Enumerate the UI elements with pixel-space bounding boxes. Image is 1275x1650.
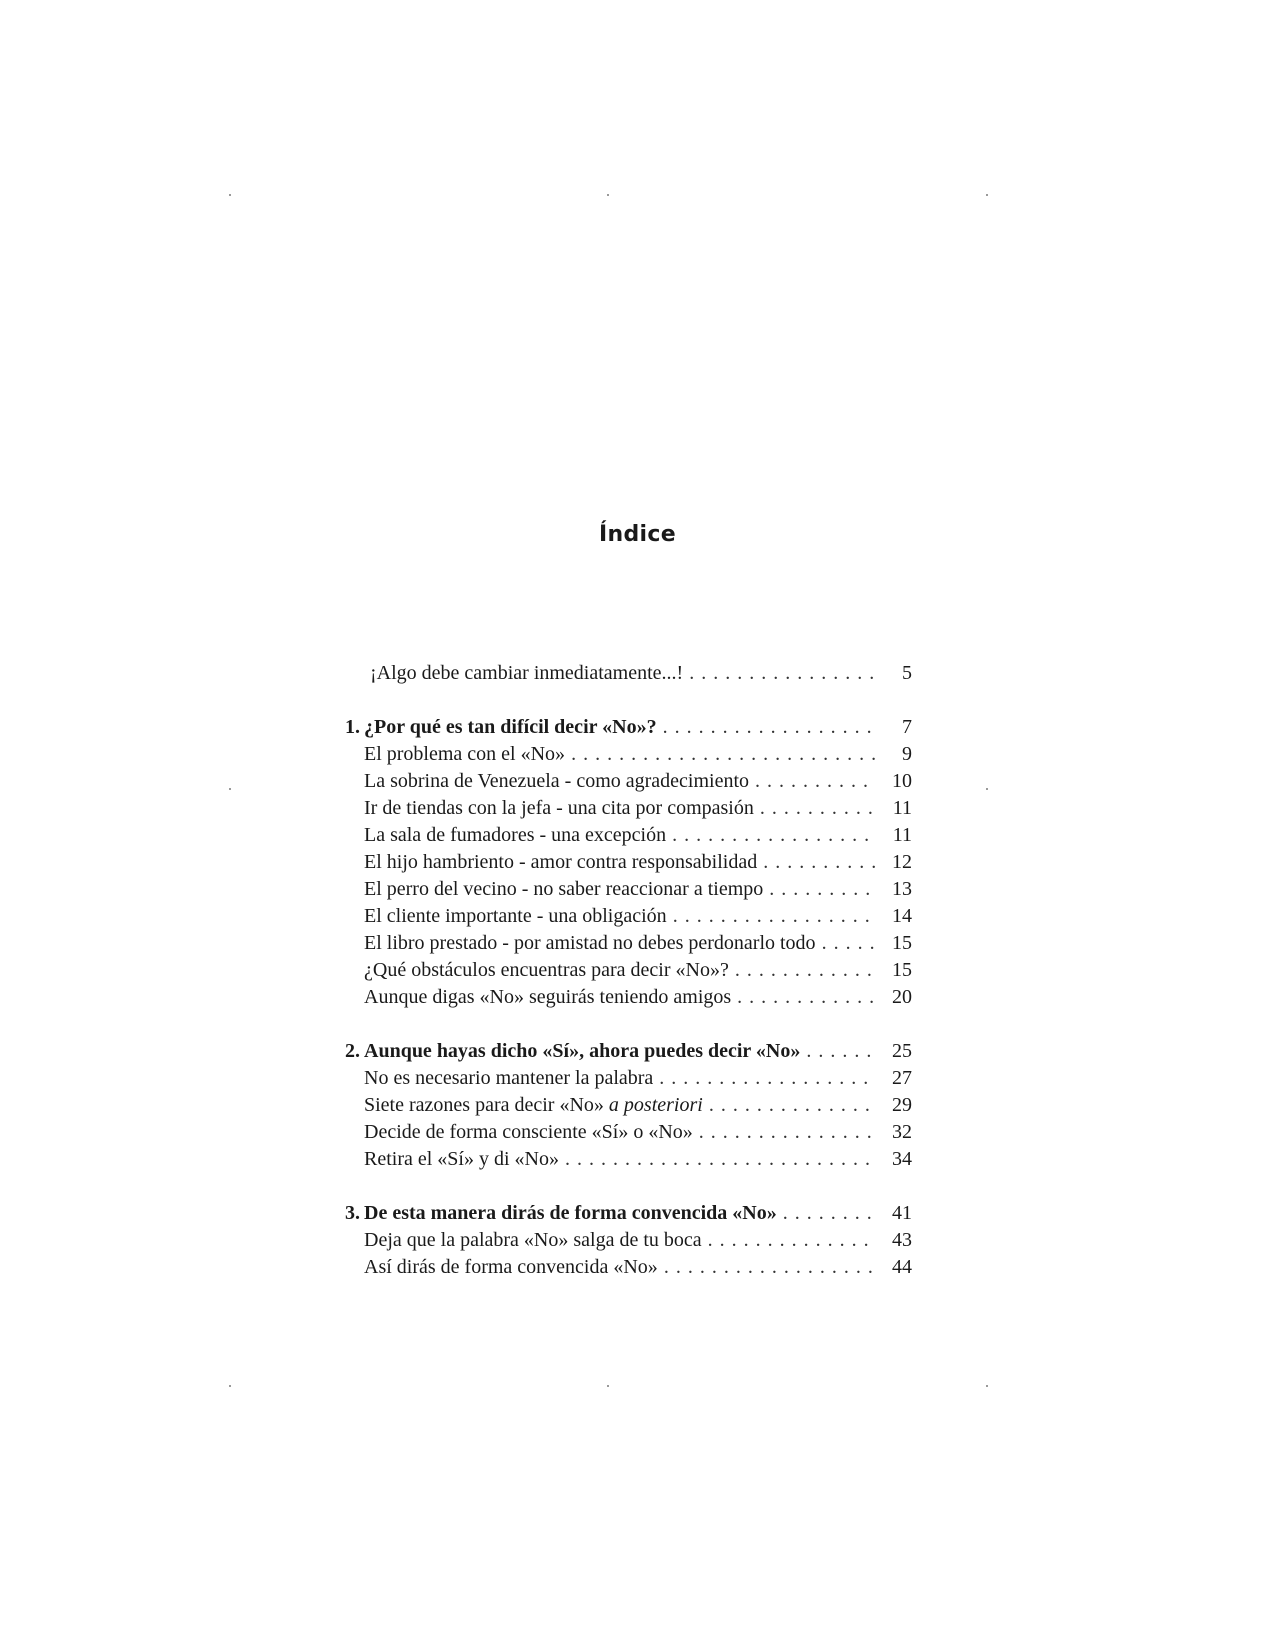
toc-entry-label: El cliente importante - una obligación [364,905,667,927]
toc-entry-label: No es necesario mantener la palabra [364,1067,654,1089]
dot-leader [783,1200,876,1227]
toc-page-number: 12 [892,851,912,873]
toc-page-number: 34 [892,1148,912,1170]
toc-entry[interactable] [330,822,912,849]
toc-entry-label: La sala de fumadores - una excepción [364,824,667,846]
toc-entry[interactable] [330,984,912,1011]
chapter-title: ¿Por qué es tan difícil decir «No»? [364,716,657,738]
crop-mark-mid-right [986,788,988,790]
toc-page-number: 5 [902,662,912,684]
toc-entry[interactable] [330,1146,912,1173]
toc-entry[interactable] [330,1119,912,1146]
dot-leader [659,1065,876,1092]
toc-page-number: 10 [892,770,912,792]
toc-entry-label: Decide de forma consciente «Sí» o «No» [364,1121,693,1143]
dot-leader [689,660,876,687]
dot-leader [735,957,876,984]
dot-leader [763,849,876,876]
toc-entry-label: Retira el «Sí» y di «No» [364,1148,559,1170]
dot-leader [663,714,876,741]
toc-entry-label: Deja que la palabra «No» salga de tu boca [364,1229,702,1251]
toc-page-number: 9 [902,743,912,765]
toc-entry-label: El perro del vecino - no saber reaccionar a tiempo [364,878,764,900]
crop-mark-bottom-center [607,1385,609,1387]
dot-leader [755,768,876,795]
toc-entry[interactable] [330,903,912,930]
dot-leader [708,1227,876,1254]
dot-leader [737,984,876,1011]
chapter-number: 2. [345,1040,360,1062]
crop-mark-bottom-right [986,1385,988,1387]
page-title: Índice [599,522,676,547]
toc-chapter-1[interactable] [330,714,912,741]
toc-chapter-3[interactable] [330,1200,912,1227]
toc-page-number: 7 [902,716,912,738]
toc-entry-label: Ir de tiendas con la jefa - una cita por compasión [364,797,754,819]
dot-leader [822,930,876,957]
dot-leader [769,876,876,903]
toc-entry[interactable] [330,741,912,768]
dot-leader [664,1254,876,1281]
toc-page-number: 15 [892,932,912,954]
dot-leader [699,1119,876,1146]
toc-page-number: 29 [892,1094,912,1116]
toc-entry[interactable] [330,876,912,903]
toc-page-number: 41 [892,1202,912,1224]
crop-mark-mid-left [229,788,231,790]
toc-entry-label: El problema con el «No» [364,743,566,765]
chapter-number: 3. [345,1202,360,1224]
crop-mark-top-center [607,194,609,196]
toc-entry-label: El hijo hambriento - amor contra responsabilidad [364,851,758,873]
toc-intro-entry[interactable] [330,660,912,687]
toc-entry-label: El libro prestado - por amistad no debes perdonarlo todo [364,932,816,954]
crop-mark-top-left [229,194,231,196]
italic-phrase: a posteriori [608,1094,703,1116]
toc-page-number: 25 [892,1040,912,1062]
toc-page-number: 20 [892,986,912,1008]
toc-page-number: 15 [892,959,912,981]
toc-entry-label: La sobrina de Venezuela - como agradecimiento [364,770,750,792]
toc-page-number: 27 [892,1067,912,1089]
crop-mark-top-right [986,194,988,196]
toc-entry[interactable] [330,1254,912,1281]
toc-entry[interactable] [330,768,912,795]
dot-leader [673,903,876,930]
toc-page-number: 32 [892,1121,912,1143]
crop-mark-bottom-left [229,1385,231,1387]
toc-entry-label: ¿Qué obstáculos encuentras para decir «No»? [364,959,729,981]
chapter-title: De esta manera dirás de forma convencida «No» [364,1202,777,1224]
chapter-title: Aunque hayas dicho «Sí», ahora puedes decir «No» [364,1040,801,1062]
dot-leader [565,1146,876,1173]
toc-page-number: 14 [892,905,912,927]
toc-page-number: 13 [892,878,912,900]
toc-entry-label: Así dirás de forma convencida «No» [364,1256,658,1278]
toc-entry[interactable] [330,1092,912,1119]
toc-entry[interactable] [330,1227,912,1254]
dot-leader [672,822,876,849]
toc-page-number: 11 [892,824,912,846]
toc-page-number: 44 [892,1256,912,1278]
chapter-number: 1. [345,716,360,738]
dot-leader [571,741,876,768]
toc-entry[interactable] [330,1065,912,1092]
toc-entry[interactable] [330,795,912,822]
toc-entry[interactable] [330,957,912,984]
toc-entry-label: Aunque digas «No» seguirás teniendo amigos [364,986,732,1008]
table-of-contents [330,660,912,1281]
toc-entry[interactable] [330,849,912,876]
toc-chapter-2[interactable] [330,1038,912,1065]
toc-page-number: 43 [892,1229,912,1251]
toc-entry[interactable] [330,930,912,957]
toc-entry-label: Siete razones para decir «No» a posteriori [364,1094,703,1116]
dot-leader [709,1092,876,1119]
toc-page-number: 11 [892,797,912,819]
dot-leader [806,1038,876,1065]
dot-leader [760,795,876,822]
toc-entry-label: ¡Algo debe cambiar inmediatamente...! [370,662,684,684]
